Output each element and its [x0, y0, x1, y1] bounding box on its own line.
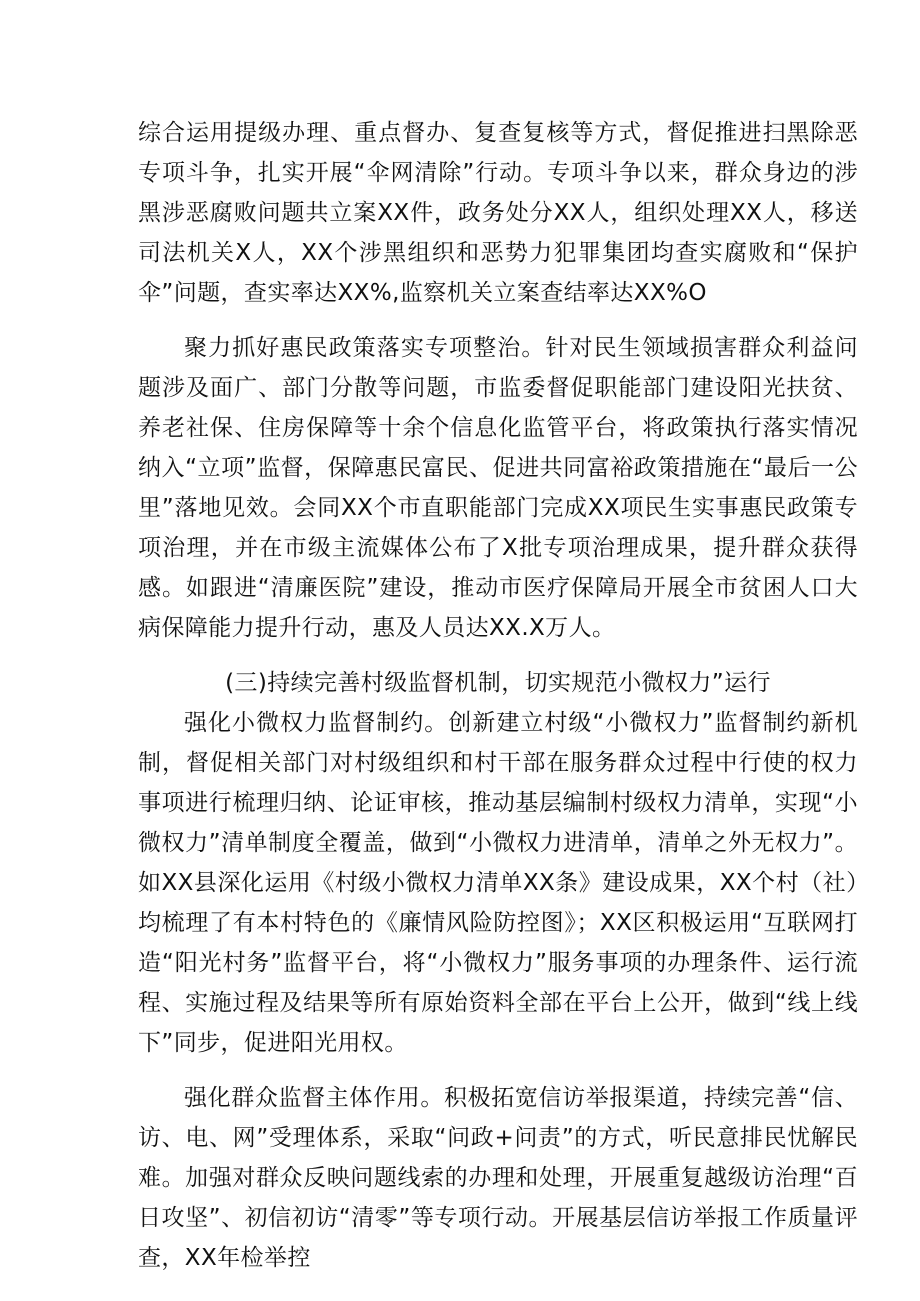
section-heading-three: (三)持续完善村级监督机制，切实规范小微权力”运行: [225, 670, 771, 696]
paragraph-policy-rectification: 聚力抓好惠民政策落实专项整治。针对民生领域损害群众利益问题涉及面广、部门分散等问题，市监委督促职能部门建设阳光扶贫、养老社保、住房保障等十余个信息化监管平台，将政策执行落实情况纳入“立项”监督，保障惠民富民、促进共同富裕政策措施在“最后一公里”落地见效。会同XX个市直职能部门完成XX项民生实事惠民政策专项治理，并在市级主流媒体公布了X批专项治理成果，提升群众获得感。如跟进“清廉医院”建设，推动市医疗保障局开展全市贫困人口大病保障能力提升行动，惠及人员达XX.X万人。: [138, 335, 858, 641]
paragraph-micro-power-supervision: 强化小微权力监督制约。创新建立村级“小微权力”监督制约新机制，督促相关部门对村级组织和村干部在服务群众过程中行使的权力事项进行梳理归纳、论证审核，推动基层编制村级权力清单，实现“小微权力”清单制度全覆盖，做到“小微权力进清单，清单之外无权力”。如XX县深化运用《村级小微权力清单XX条》建设成果，XX个村（社）均梳理了有本村特色的《廉情风险防控图》；XX区积极运用“互联网打造“阳光村务”监督平台，将“小微权力”服务事项的办理条件、运行流程、实施过程及结果等所有原始资料全部在平台上公开，做到“线上线下”同步，促进阳光用权。: [138, 710, 858, 1056]
paragraph-continuation: 综合运用提级办理、重点督办、复查复核等方式，督促推进扫黑除恶专项斗争，扎实开展“伞网清除”行动。专项斗争以来，群众身边的涉黑涉恶腐败问题共立案XX件，政务处分XX人，组织处理XX人，移送司法机关X人，XX个涉黑组织和恶势力犯罪集团均查实腐败和“保护伞”问题，查实率达XX%,监察机关立案查结率达XX%O: [138, 120, 858, 306]
paragraph-public-supervision: 强化群众监督主体作用。积极拓宽信访举报渠道，持续完善“信、访、电、网”受理体系，采取“问政+问责”的方式，听民意排民忧解民难。加强对群众反映问题线索的办理和处理，开展重复越级访治理“百日攻坚”、初信初访“清零”等专项行动。开展基层信访举报工作质量评查，XX年检举控: [138, 1085, 858, 1271]
document-body: [138, 113, 858, 1293]
